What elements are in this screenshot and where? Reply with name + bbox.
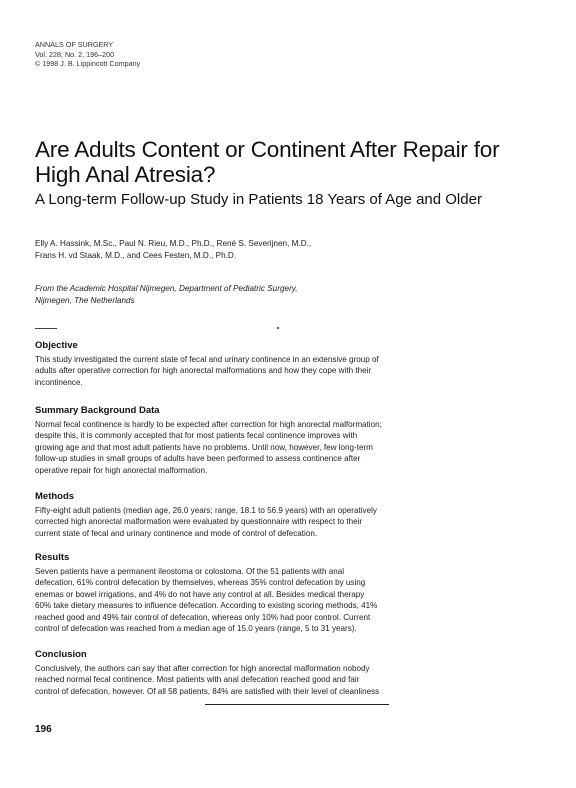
section-body	[35, 354, 395, 388]
section-conclusion	[35, 649, 395, 697]
body-line: adults after operative correction for high anorectal malformations and how they cope with their	[35, 366, 372, 376]
body-line: reached good and 49% fair control of defecation, whereas only 10% had poor control. Current	[35, 612, 371, 622]
body-line: operative repair for high anorectal malformation.	[35, 465, 208, 475]
body-line: incontinence.	[35, 377, 83, 387]
body-line: enemas or bowel irrigations, and 4% do not have any control at all. Besides medical therapy	[35, 589, 365, 599]
body-line: Fifty-eight adult patients (median age, 26.0 years; range, 18.1 to 56.9 years) with an operatively	[35, 506, 377, 515]
body-line: current state of fecal and urinary continence and mode of control of defecation.	[35, 528, 318, 538]
section-heading: Methods	[35, 491, 75, 502]
page-number: 196	[35, 724, 52, 735]
body-line: growing age and that most adult patients have no problems. Until now, however, few long-term	[35, 442, 373, 452]
body-line: despite this, it is commonly accepted that for most patients fecal continence improves with	[35, 431, 358, 441]
journal-copyright: © 1998 J. B. Lippincott Company	[35, 59, 141, 68]
body-line: Seven patients have a permanent ileostoma or colostoma. Of the 51 patients with anal	[35, 567, 345, 576]
footer-rule	[205, 704, 389, 705]
author-line: Frans H. vd Staak, M.D., and Cees Festen, M.D., Ph.D.	[35, 251, 237, 260]
section-methods	[35, 491, 395, 539]
affiliation	[35, 283, 555, 306]
article-title: Are Adults Content or Continent After Repair for High Anal Atresia?	[35, 137, 500, 187]
section-body	[35, 663, 395, 697]
body-line: control of defecation was reached from a median age of 15.0 years (range, 5 to 31 years).	[35, 624, 357, 634]
body-line: Normal fecal continence is hardly to be expected after correction for high anorectal malformation;	[35, 420, 382, 429]
section-background	[35, 405, 395, 476]
journal-header	[35, 40, 140, 69]
body-line: control of defecation, however. Of all 58 patients, 84% are satisfied with their level of cleanliness	[35, 686, 380, 696]
body-line: 60% take dietary measures to influence defecation. According to existing scoring methods, 41%	[35, 601, 378, 611]
body-line: corrected high anorectal malformation were evaluated by questionnaire with respect to their	[35, 517, 363, 527]
body-line: follow-up studies in small groups of adults have been performed to assess continence after	[35, 454, 361, 464]
journal-name: ANNALS OF SURGERY	[35, 40, 114, 49]
section-heading: Conclusion	[35, 649, 87, 660]
separator-dot	[277, 327, 279, 329]
affiliation-line: From the Academic Hospital Nijmegen, Department of Pediatric Surgery,	[35, 284, 298, 293]
section-objective	[35, 340, 395, 388]
section-heading: Objective	[35, 340, 78, 351]
section-body	[35, 419, 395, 476]
section-body	[35, 566, 395, 634]
section-heading: Results	[35, 552, 70, 563]
body-line: defecation, 61% control defecation by themselves, whereas 35% control defecation by using	[35, 578, 366, 588]
body-line: reached normal fecal continence. Most patients with anal defecation reached good and fair	[35, 675, 360, 685]
separator-rule	[35, 328, 57, 329]
section-body	[35, 505, 395, 539]
author-line: Elly A. Hassink, M.Sc., Paul N. Rieu, M.D., Ph.D., René S. Severijnen, M.D.,	[35, 239, 312, 248]
body-line: Conclusively, the authors can say that after correction for high anorectal malformation nobody	[35, 664, 370, 673]
article-subtitle: A Long-term Follow-up Study in Patients 18 Years of Age and Older	[35, 191, 482, 208]
section-results	[35, 552, 395, 634]
author-list	[35, 238, 555, 262]
affiliation-line: Nijmegen, The Netherlands	[35, 295, 135, 305]
body-line: This study investigated the current state of fecal and urinary continence in an extensive group of	[35, 355, 379, 364]
journal-volume: Vol. 228, No. 2, 196–200	[35, 49, 115, 59]
section-heading: Summary Background Data	[35, 405, 160, 416]
